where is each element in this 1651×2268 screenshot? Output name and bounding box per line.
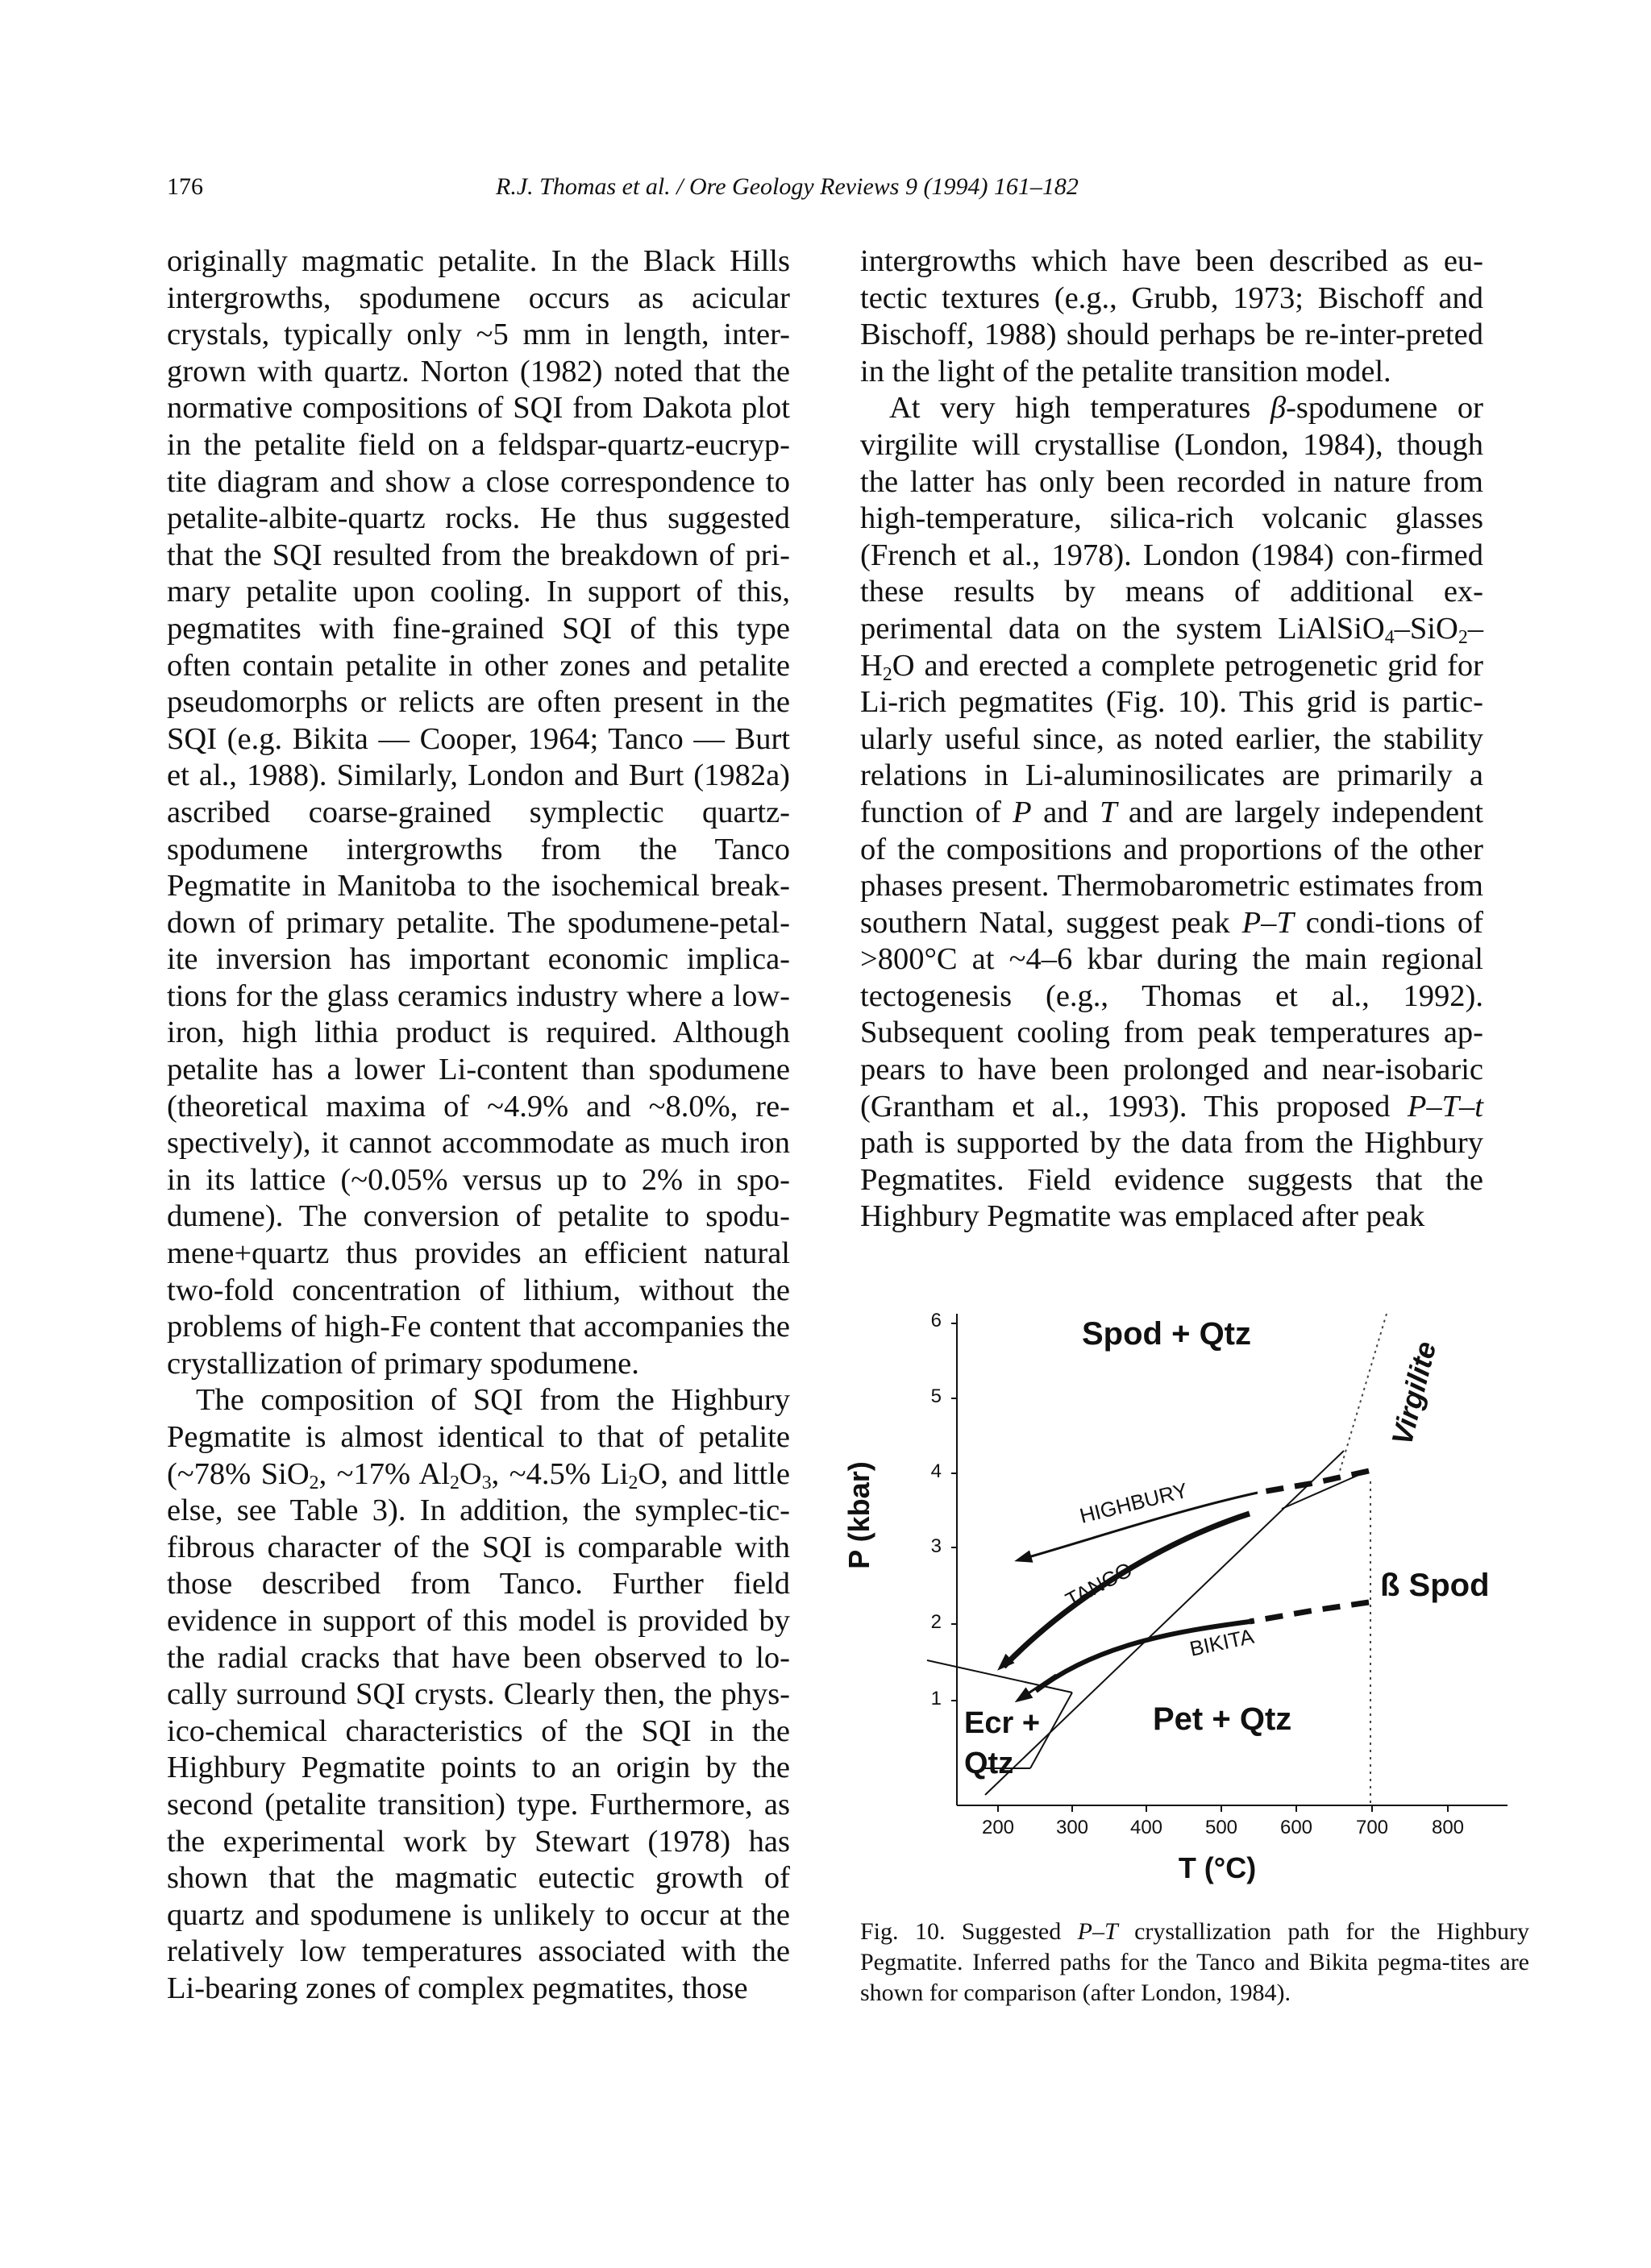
path-highbury-dashed (1258, 1471, 1369, 1493)
x-tick-marks (998, 1805, 1448, 1812)
subscript: 2 (882, 663, 892, 685)
paragraph-text: The composition of SQI from the Highbury Pegmatite is almost identical to that of petalite (~78% SiO (167, 1383, 790, 1491)
x-tick-label: 500 (1204, 1817, 1238, 1838)
paragraph-text: –SiO (1394, 611, 1458, 646)
subscript: 3 (481, 1472, 492, 1493)
caption-text: Fig. 10. Suggested (860, 1918, 1078, 1945)
paragraph-text: intergrowths which have been described as eu-tectic textures (e.g., Grubb, 1973; Bischoff and Bischoff, 1988) should perhaps be re-inter-preted in the light of the petalite transition model. (860, 244, 1483, 388)
paragraph-text: , ~4.5% Li (491, 1456, 629, 1491)
subscript: 2 (309, 1472, 319, 1493)
field-label-pet-qtz: Pet + Qtz (1153, 1701, 1292, 1737)
boundary-ecr-base (927, 1660, 1072, 1693)
y-tick-label: 5 (930, 1385, 942, 1407)
y-tick-label: 3 (930, 1535, 942, 1557)
x-tick-label: 600 (1279, 1817, 1313, 1838)
x-tick-label: 400 (1129, 1817, 1163, 1838)
y-tick-label: 2 (930, 1611, 942, 1633)
paragraph-text: O and erected a complete petrogenetic grid for Li-rich pegmatites (Fig. 10). This grid is partic-ularly useful since, as noted earlier, the stability relations in Li-aluminosilicates are primarily a function of (860, 648, 1483, 829)
caption-variable-pt: P–T (1077, 1918, 1118, 1945)
path-label-tanco: TANCO (1061, 1556, 1137, 1613)
figure-10 (830, 1281, 1516, 1910)
y-axis-label: P (kbar) (842, 1461, 875, 1569)
y-tick-label: 1 (930, 1688, 942, 1709)
y-tick-label: 6 (930, 1310, 942, 1331)
running-header (167, 173, 1586, 214)
running-head: R.J. Thomas et al. / Ore Geology Reviews 9 (1994) 161–182 (496, 173, 1079, 200)
subscript: 2 (628, 1472, 638, 1493)
field-label-beta-spod: ß Spod (1380, 1568, 1490, 1603)
subscript: 4 (1384, 626, 1395, 648)
paragraph-text: condi-tions of >800°C at ~4–6 kbar during the main regional tectogenesis (e.g., Thomas et al., 1992). Subsequent cooling from peak temperatures ap-pears to have been prolonged and near-isobaric (Grantham et al., 1993). This proposed (860, 905, 1483, 1124)
path-label-bikita: BIKITA (1187, 1623, 1256, 1661)
paragraph (860, 390, 1483, 1236)
variable-t: T (1100, 795, 1117, 829)
paragraph-text: O (459, 1456, 482, 1491)
field-label-virgilite: Virgilite (1384, 1338, 1443, 1448)
x-tick-label: 800 (1431, 1817, 1465, 1838)
x-axis-label: T (°C) (1178, 1851, 1257, 1884)
paragraph-text: and are largely independent of the compositions and proportions of the other phases present. Thermobarometric estimates from southern Natal, suggest peak (860, 795, 1484, 940)
paragraph-text: path is supported by the data from the Highbury Pegmatites. Field evidence suggests that the Highbury Pegmatite was emplaced after peak (860, 1126, 1483, 1234)
paragraph-text: , ~17% Al (318, 1456, 450, 1491)
boundary-pet-spod-upper (1282, 1473, 1362, 1509)
paragraph (167, 243, 790, 1382)
subscript: 2 (1458, 626, 1468, 648)
variable-pt: P–T (1241, 905, 1294, 940)
boundary-virgilite (1340, 1314, 1387, 1471)
field-label-spod-qtz: Spod + Qtz (1082, 1316, 1251, 1352)
paragraph-text: At very high temperatures (889, 391, 1270, 426)
subscript: 2 (449, 1472, 460, 1493)
beta-symbol: β (1270, 391, 1287, 426)
x-tick-label: 300 (1055, 1817, 1089, 1838)
figure-caption (860, 1917, 1529, 2008)
y-tick-marks (951, 1323, 957, 1701)
left-column (167, 243, 790, 2008)
page-number: 176 (167, 173, 203, 200)
paragraph-text: originally magmatic petalite. In the Black Hills intergrowths, spodumene occurs as acicular crystals, typically only ~5 mm in length, inter-grown with quartz. Norton (1982) noted that the normative compositions of SQI from Dakota plot in the petalite field on a feldspar-quartz-eucryp-tite diagram and show a close correspondence to petalite-albite-quartz rocks. He thus suggested that the SQI resulted from the breakdown of pri-mary petalite upon cooling. In support of this, pegmatites with fine-grained SQI of this type often contain petalite in other zones and petalite pseudomorphs or relicts are often present in the SQI (e.g. Bikita — Cooper, 1964; Tanco — Burt et al., 1988). Similarly, London and Burt (1982a) ascribed coarse-grained symplectic quartz-spodumene intergrowths from the Tanco Pegmatite in Manitoba to the isochemical break-down of primary petalite. The spodumene-petal-ite inversion has important economic implica-tions for the glass ceramics industry where a low-iron, high lithia product is required. Although petalite has a lower Li-content than spodumene (theoretical maxima of ~4.9% and ~8.0%, re-spectively), it cannot accommodate as much iron in its lattice (~0.05% versus up to 2% in spo-dumene). The conversion of petalite to spodu-mene+quartz thus provides an efficient natural two-fold concentration of lithium, without the problems of high-Fe content that accompanies the crystallization of primary spodumene. (167, 244, 790, 1381)
paragraph-text: O, and little else, see Table 3). In addition, the symplec-tic-fibrous character of the SQI is comparable with those described from Tanco. Further field evidence in support of this model is provided by the radial cracks that have been observed to lo-cally surround SQI crysts. Clearly then, the phys-ico-chemical characteristics of the SQI in the Highbury Pegmatite points to an origin by the second (petalite transition) type. Furthermore, as the experimental work by Stewart (1978) has shown that the magmatic eutectic growth of quartz and spodumene is unlikely to occur at the relatively low temperatures associated with the Li-bearing zones of complex pegmatites, those (167, 1456, 790, 2005)
x-tick-label: 200 (981, 1817, 1015, 1838)
paragraph (167, 1382, 790, 2007)
caption-text: crystallization path for the Highbury Pegmatite. Inferred paths for the Tanco and Bikita pegma-tites are shown for comparison (after London, 1984). (860, 1918, 1529, 2006)
field-label-ecr: Ecr + (964, 1706, 1041, 1740)
pt-diagram (830, 1281, 1516, 1910)
paragraph (860, 243, 1483, 390)
right-column (860, 243, 1483, 1236)
paragraph-text: and (1031, 795, 1100, 829)
y-tick-label: 4 (930, 1460, 942, 1482)
path-tanco-arrow (1000, 1649, 1020, 1668)
path-label-highbury: HIGHBURY (1077, 1477, 1191, 1528)
path-bikita-dashed (1250, 1602, 1369, 1622)
variable-ptt: P–T–t (1407, 1089, 1483, 1124)
field-label-qtz: Qtz (964, 1747, 1014, 1780)
x-tick-label: 700 (1355, 1817, 1389, 1838)
paragraph-text: -spodumene or virgilite will crystallise (London, 1984), though the latter has only been recorded in nature from high-temperature, silica-rich volcanic glasses (French et al., 1978). London (1984) con-firmed these results by means of additional ex-perimental data on the system LiAlSiO (860, 391, 1484, 646)
paragraph-text: –H (860, 611, 1483, 683)
variable-p: P (1013, 795, 1032, 829)
